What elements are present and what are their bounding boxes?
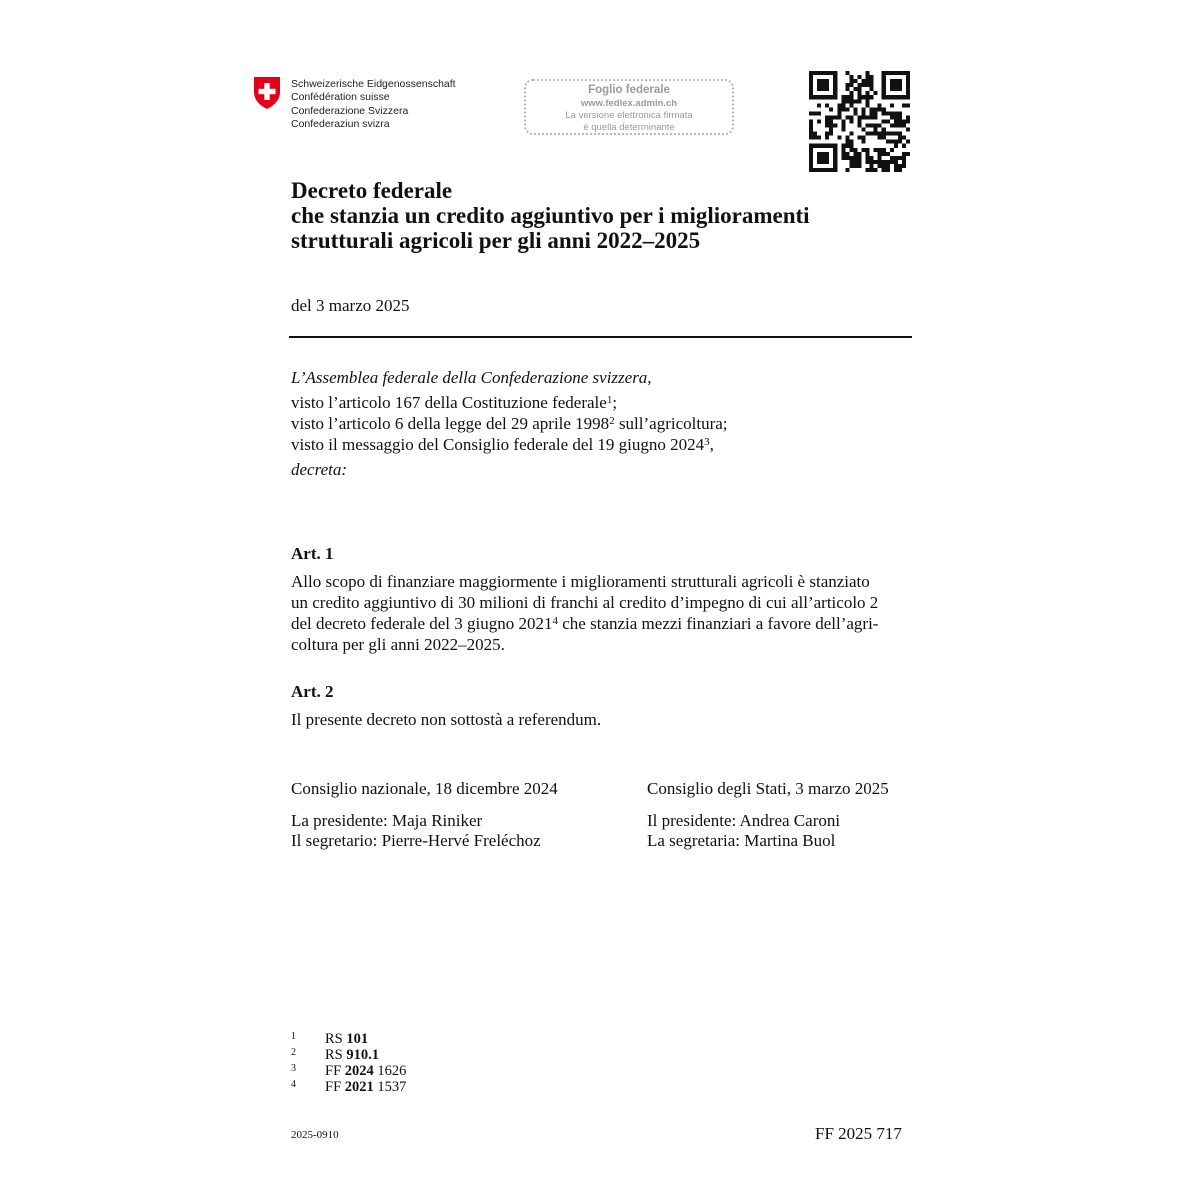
art-1-text — [291, 571, 912, 655]
footnote-1 — [291, 1031, 406, 1047]
signature-left-secretary: Il segretario: Pierre-Hervé Freléchoz — [291, 831, 541, 850]
footnote-ref-4[interactable]: 4 — [552, 615, 559, 627]
preamble-decreta: decreta: — [291, 460, 348, 479]
decree-date: del 3 marzo 2025 — [291, 296, 410, 315]
document-number: 2025-0910 — [291, 1129, 339, 1141]
signature-left-president: La presidente: Maja Riniker — [291, 811, 483, 830]
art-1-line-1: Allo scopo di finanziare maggiormente i miglioramenti strutturali agricoli è stanziato — [291, 572, 870, 591]
preamble-line-1-end: ; — [612, 393, 618, 412]
title-line-3: strutturali agricoli per gli anni 2022–2025 — [291, 228, 701, 253]
footnote-suffix: 1626 — [373, 1063, 407, 1079]
art-2-text: Il presente decreto non sottostà a referendum. — [291, 710, 602, 729]
footnote-ref-bold: 101 — [346, 1031, 369, 1047]
confederation-line-it: Confederazione Svizzera — [291, 104, 409, 117]
art-2-heading: Art. 2 — [291, 682, 334, 701]
footnote-prefix: FF — [325, 1063, 345, 1079]
preamble-line-2 — [291, 413, 728, 434]
stamp-note-line1: La versione elettronica firmata — [565, 110, 693, 121]
footnote-3 — [291, 1063, 406, 1079]
preamble-line-1-text: visto l’articolo 167 della Costituzione federale — [291, 393, 607, 412]
art-1-line-3-a: del decreto federale del 3 giugno 2021 — [291, 614, 553, 633]
art-1-line-4: coltura per gli anni 2022–2025. — [291, 635, 505, 654]
preamble-line-2-end: sull’agricoltura; — [614, 414, 728, 433]
preamble-line-3-end: , — [709, 435, 714, 454]
preamble-line-3-text: visto il messaggio del Consiglio federale del 19 giugno 2024 — [291, 435, 705, 454]
footnote-ref-bold: 2024 — [344, 1063, 374, 1079]
stamp-note-line2: è quella determinante — [583, 122, 675, 133]
footnote-number: 4 — [291, 1079, 296, 1090]
signature-right-council: Consiglio degli Stati, 3 marzo 2025 — [647, 779, 889, 798]
footnote-prefix: RS — [325, 1047, 347, 1063]
footnote-ref-bold: 2021 — [344, 1079, 374, 1095]
footnote-suffix: 1537 — [373, 1079, 407, 1095]
signature-right-secretary: La segretaria: Martina Buol — [647, 831, 836, 850]
footnote-ref-bold: 910.1 — [346, 1047, 379, 1063]
footnote-4 — [291, 1079, 406, 1095]
confederation-name — [291, 78, 456, 131]
footnote-number: 3 — [291, 1063, 296, 1074]
signature-left-council: Consiglio nazionale, 18 dicembre 2024 — [291, 779, 558, 798]
footnotes — [291, 1031, 406, 1095]
swiss-coat-of-arms-icon — [252, 76, 282, 110]
federal-gazette-stamp — [524, 79, 734, 135]
art-1-line-3-b: che stanzia mezzi finanziari a favore dell’agri- — [558, 614, 879, 633]
confederation-line-de: Schweizerische Eidgenossenschaft — [291, 78, 456, 90]
preamble-line-3 — [291, 434, 714, 455]
title-divider — [289, 336, 912, 338]
art-1-line-2: un credito aggiuntivo di 30 milioni di franchi al credito d’impegno di cui all’articolo 2 — [291, 593, 879, 612]
footnote-prefix: RS — [325, 1031, 347, 1047]
qr-code-icon[interactable] — [809, 71, 910, 172]
art-1-heading: Art. 1 — [291, 544, 334, 563]
confederation-line-rm: Confederaziun svizra — [291, 117, 390, 130]
art-1-line-3 — [291, 613, 912, 634]
signature-right-president: Il presidente: Andrea Caroni — [647, 811, 841, 830]
gazette-reference: FF 2025 717 — [815, 1124, 902, 1143]
footnote-ref-1[interactable]: 1 — [606, 394, 613, 406]
footnote-2 — [291, 1047, 406, 1063]
preamble-line-1 — [291, 392, 617, 413]
footnote-ref-2[interactable]: 2 — [609, 415, 615, 427]
preamble-intro: L’Assemblea federale della Confederazione svizzera, — [291, 368, 652, 387]
footnote-number: 2 — [291, 1047, 296, 1058]
stamp-url: www.fedlex.admin.ch — [580, 98, 678, 109]
preamble-line-2-text: visto l’articolo 6 della legge del 29 aprile 1998 — [291, 414, 610, 433]
stamp-title: Foglio federale — [588, 84, 670, 96]
title-line-1: Decreto federale — [291, 178, 453, 203]
footnote-number: 1 — [291, 1031, 296, 1042]
title-line-2: che stanzia un credito aggiuntivo per i miglioramenti — [291, 203, 810, 228]
confederation-line-fr: Confédération suisse — [291, 91, 390, 104]
page-title — [291, 178, 891, 253]
footnote-prefix: FF — [325, 1079, 345, 1095]
footnote-ref-3[interactable]: 3 — [704, 436, 710, 448]
